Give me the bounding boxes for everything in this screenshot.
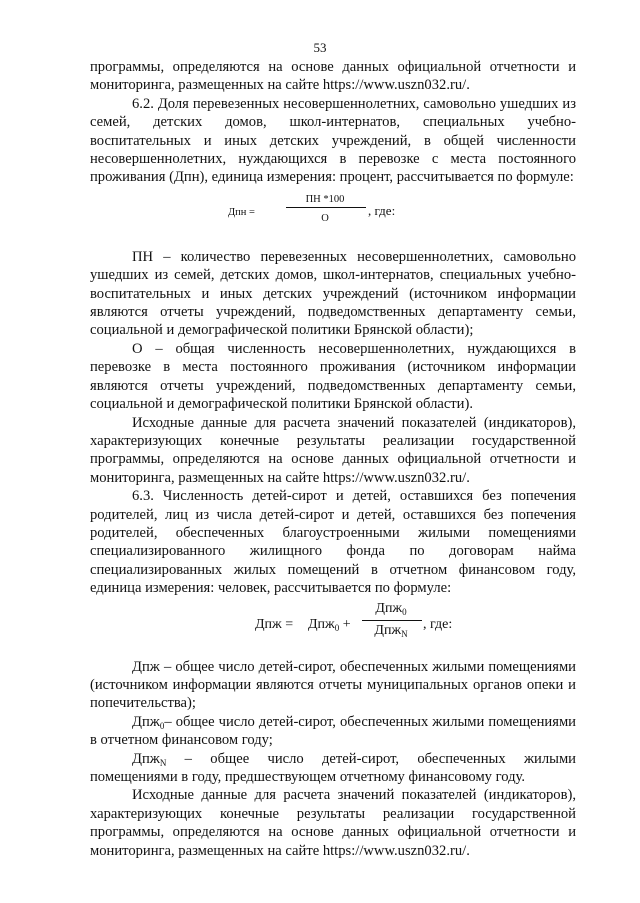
formula-dpzh-term: Дпж$_0$ + bbox=[308, 616, 351, 633]
formula-dpn bbox=[90, 187, 576, 237]
fraction-bar bbox=[362, 620, 422, 621]
formula-dpn-lhs: Дпн = bbox=[228, 206, 255, 218]
page-number: 53 bbox=[313, 40, 327, 55]
definition-pn: ПН – количество перевезенных несовершеннолетних, самовольно ушедших из семей, детских домов, школ-интернатов, специальных учебно-воспитательных и иных детских учреждений (источником информации являются отчеты учреждений, подведомственных департаменту семьи, социальной и демографической политики Брянской области); bbox=[90, 248, 576, 339]
paragraph-source-data-2: Исходные данные для расчета значений показателей (индикаторов), характеризующих конечные результаты реализации государственной программы, определяются на основе данных официальной отчетности и мониторинга, размещенных на сайте https://www.uszn032.ru/. bbox=[90, 787, 576, 859]
formula-dpzh-denominator: Дпж$_N$ bbox=[374, 622, 408, 639]
document-body bbox=[90, 58, 576, 860]
formula-dpn-denominator: О bbox=[321, 212, 329, 224]
paragraph-6-2: 6.2. Доля перевезенных несовершеннолетних, самовольно ушедших из семей, детских домов, школ-интернатов, специальных учебно-воспитательных и иных детских учреждений, в общей численности несовершеннолетних, нуждающихся в перевозке с места постоянного проживания (Дпн), единица измерения: процент, рассчитывается по формуле: bbox=[90, 95, 576, 186]
definition-dpzh0: Дпж$_0$– общее число детей-сирот, обеспеченных жилыми помещениями в отчетном финансовом году; bbox=[90, 713, 576, 749]
formula-dpzh-lhs: Дпж = bbox=[255, 616, 294, 632]
definition-o: О – общая численность несовершеннолетних, нуждающихся в перевозке в места постоянного проживания (источником информации являются отчеты учреждений, подведомственных департаменту семьи, социальной и демографической политики Брянской области). bbox=[90, 340, 576, 413]
formula-dpn-tail: , где: bbox=[368, 202, 396, 218]
paragraph-source-data-1: Исходные данные для расчета значений показателей (индикаторов), характеризующих конечные результаты реализации государственной программы, определяются на основе данных официальной отчетности и мониторинга, размещенных на сайте https://www.uszn032.ru/. bbox=[90, 414, 576, 486]
definition-dpzh: Дпж – общее число детей-сирот, обеспеченных жилыми помещениями (источником информации являются отчеты муниципальных органов опеки и попечительства); bbox=[90, 658, 576, 712]
formula-dpzh-numerator: Дпж$_0$ bbox=[375, 600, 407, 617]
formula-dpzh-tail: , где: bbox=[423, 616, 453, 632]
definition-dpzhn: Дпж$_N$ – общее число детей-сирот, обеспеченных жилыми помещениями в году, предшествующем отчетному финансовому году. bbox=[90, 750, 576, 785]
formula-dpn-numerator: ПН *100 bbox=[305, 193, 345, 205]
paragraph-6-3: 6.3. Численность детей-сирот и детей, оставшихся без попечения родителей, лиц из числа детей-сирот и детей, оставшихся без попечения родителей, обеспеченных благоустроенными жилыми помещениями специализированного жилищного фонда по договорам найма специализированных жилых помещений в отчетном финансовом году, единица измерения: человек, рассчитывается по формуле: bbox=[90, 488, 576, 597]
fraction-bar bbox=[286, 207, 366, 208]
paragraph-continuation: программы, определяются на основе данных официальной отчетности и мониторинга, размещенных на сайте https://www.uszn032.ru/. bbox=[90, 59, 576, 94]
formula-dpzh bbox=[90, 598, 576, 658]
